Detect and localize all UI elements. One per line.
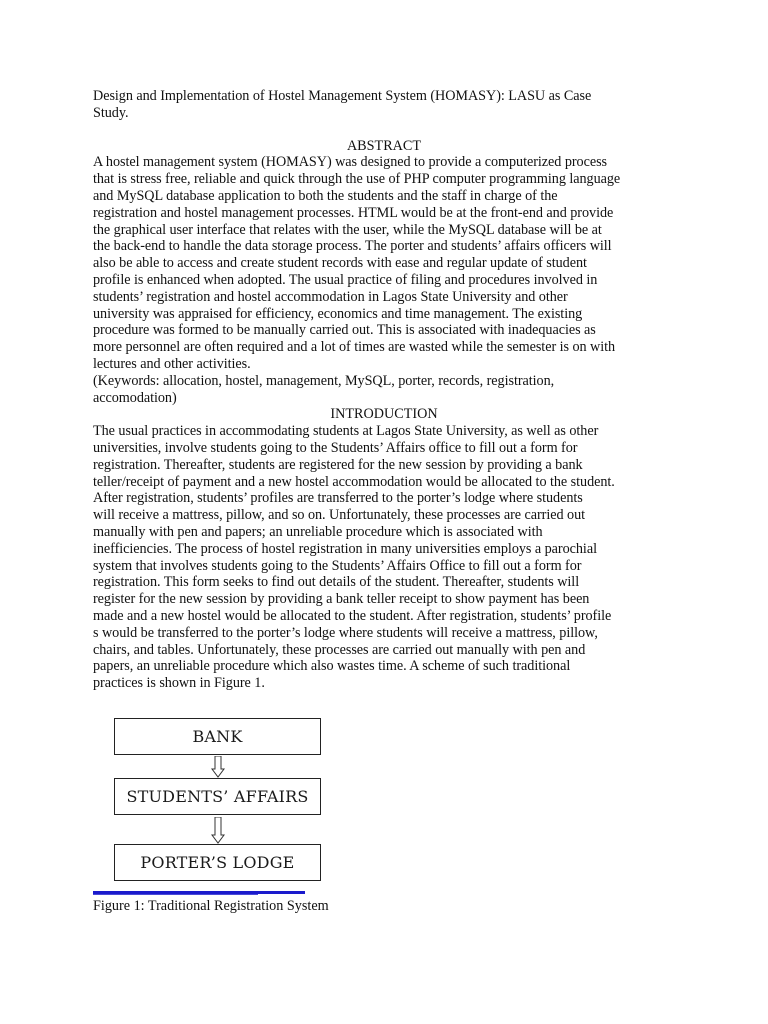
- flowchart-box-students-affairs: STUDENTS’ AFFAIRS: [114, 778, 321, 815]
- flowchart-box-bank: BANK: [114, 718, 321, 755]
- flowchart-box-porters-lodge: PORTER’S LODGE: [114, 844, 321, 881]
- introduction-body: The usual practices in accommodating students at Lagos State University, as well as other universities, involve students going to the Students’ Affairs office to fill out a form for registration. Thereafter, students are registered for the new session by providing a bank teller/receipt of payment and a new hostel accommodation would be allocated to the student. After registration, students’ profiles are transferred to the porter’s lodge where students will receive a mattress, pillow, and so on. Unfortunately, these processes are carried out manually with pen and papers; an unreliable procedure which is associated with inefficiencies. The process of hostel registration in many universities employs a parochial system that involves students going to the Students’ Affairs Office to fill out a form for registration. This form seeks to find out details of the student. Thereafter, students will register for the new session by providing a bank teller receipt to show payment has been made and a new hostel would be allocated to the student. After registration, students’ profile s would be transferred to the porter’s lodge where students will receive a mattress, pillow, chairs, and tables. Unfortunately, these processes are carried out manually with pen and papers, an unreliable procedure which also wastes time. A scheme of such traditional practices is shown in Figure 1.: [93, 423, 615, 692]
- introduction-heading: INTRODUCTION: [330, 406, 438, 423]
- flowchart-figure: [93, 700, 393, 930]
- abstract-body: A hostel management system (HOMASY) was designed to provide a computerized process that is stress free, reliable and quick through the use of PHP computer programming language and MySQL database application to both the students and the staff in charge of the registration and hostel management processes. HTML would be at the front-end and provide the graphical user interface that relates with the user, while the MySQL database will be at the back-end to handle the data storage process. The porter and students’ affairs officers will also be able to access and create student records with ease and regular update of student profile is enhanced when adopted. The usual practice of filing and procedures involved in students’ registration and hostel accommodation in Lagos State University and other university was appraised for efficiency, economics and time management. The existing procedure was formed to be manually carried out. This is associated with inadequacies as more personnel are often required and a lot of times are wasted while the semester is on with lectures and other activities.: [93, 154, 621, 372]
- document-page: [93, 88, 683, 692]
- keywords: (Keywords: allocation, hostel, management, MySQL, porter, records, registration, accomodation): [93, 372, 555, 406]
- down-arrow-icon: [211, 817, 225, 844]
- figure-caption: Figure 1: Traditional Registration System: [93, 898, 329, 914]
- figure-divider-underline: [93, 894, 258, 895]
- paper-title: Design and Implementation of Hostel Management System (HOMASY): LASU as Case Study.: [93, 88, 592, 121]
- down-arrow-icon: [211, 756, 225, 778]
- abstract-heading: ABSTRACT: [346, 137, 422, 154]
